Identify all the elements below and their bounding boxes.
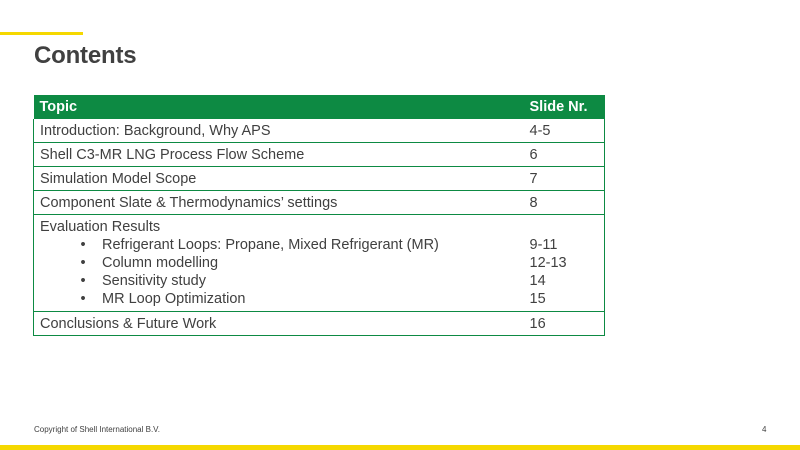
bottom-accent-bar [0, 445, 800, 450]
table-row [34, 167, 605, 191]
table-row-evaluation [34, 215, 605, 312]
list-item-slide-nr: 14 [529, 273, 546, 289]
row-topic: Introduction: Background, Why APS [34, 119, 524, 143]
list-item-label: Refrigerant Loops: Propane, Mixed Refrigerant (MR) [102, 237, 439, 253]
list-item-label: Sensitivity study [102, 273, 206, 289]
bullet-icon: • [80, 291, 86, 307]
list-item [40, 290, 524, 308]
evaluation-heading-spacer [530, 218, 605, 236]
column-header-slide-nr: Slide Nr. [524, 95, 605, 119]
table-row [34, 119, 605, 143]
row-topic: Simulation Model Scope [34, 167, 524, 191]
list-item-slide-nr: 15 [529, 291, 546, 307]
footer-copyright: Copyright of Shell International B.V. [34, 425, 161, 434]
table-row [34, 312, 605, 336]
column-header-topic: Topic [34, 95, 524, 119]
list-item [40, 272, 524, 290]
table-row [34, 143, 605, 167]
table-header-row [34, 95, 605, 119]
page-number: 4 [762, 425, 767, 434]
evaluation-heading: Evaluation Results [40, 219, 161, 235]
list-item-label: Column modelling [102, 255, 219, 271]
list-item-slide-nr: 9-11 [529, 237, 558, 253]
evaluation-topic-cell [34, 215, 524, 312]
top-accent-line [0, 32, 83, 35]
table-row [34, 191, 605, 215]
bullet-icon: • [80, 237, 86, 253]
row-slide-nr: 8 [524, 191, 605, 215]
contents-table [33, 95, 605, 336]
row-topic: Component Slate & Thermodynamics’ settings [34, 191, 524, 215]
bullet-icon: • [80, 255, 86, 271]
list-item-label: MR Loop Optimization [102, 291, 246, 307]
list-item [40, 254, 524, 272]
evaluation-slide-cell [524, 215, 605, 312]
page-title: Contents [34, 42, 137, 69]
row-slide-nr: 7 [524, 167, 605, 191]
row-slide-nr: 4-5 [524, 119, 605, 143]
list-item [40, 236, 524, 254]
bullet-icon: • [80, 273, 86, 289]
row-topic: Conclusions & Future Work [34, 312, 524, 336]
row-slide-nr: 6 [524, 143, 605, 167]
row-slide-nr: 16 [524, 312, 605, 336]
list-item-slide-nr: 12-13 [529, 255, 567, 271]
row-topic: Shell C3-MR LNG Process Flow Scheme [34, 143, 524, 167]
